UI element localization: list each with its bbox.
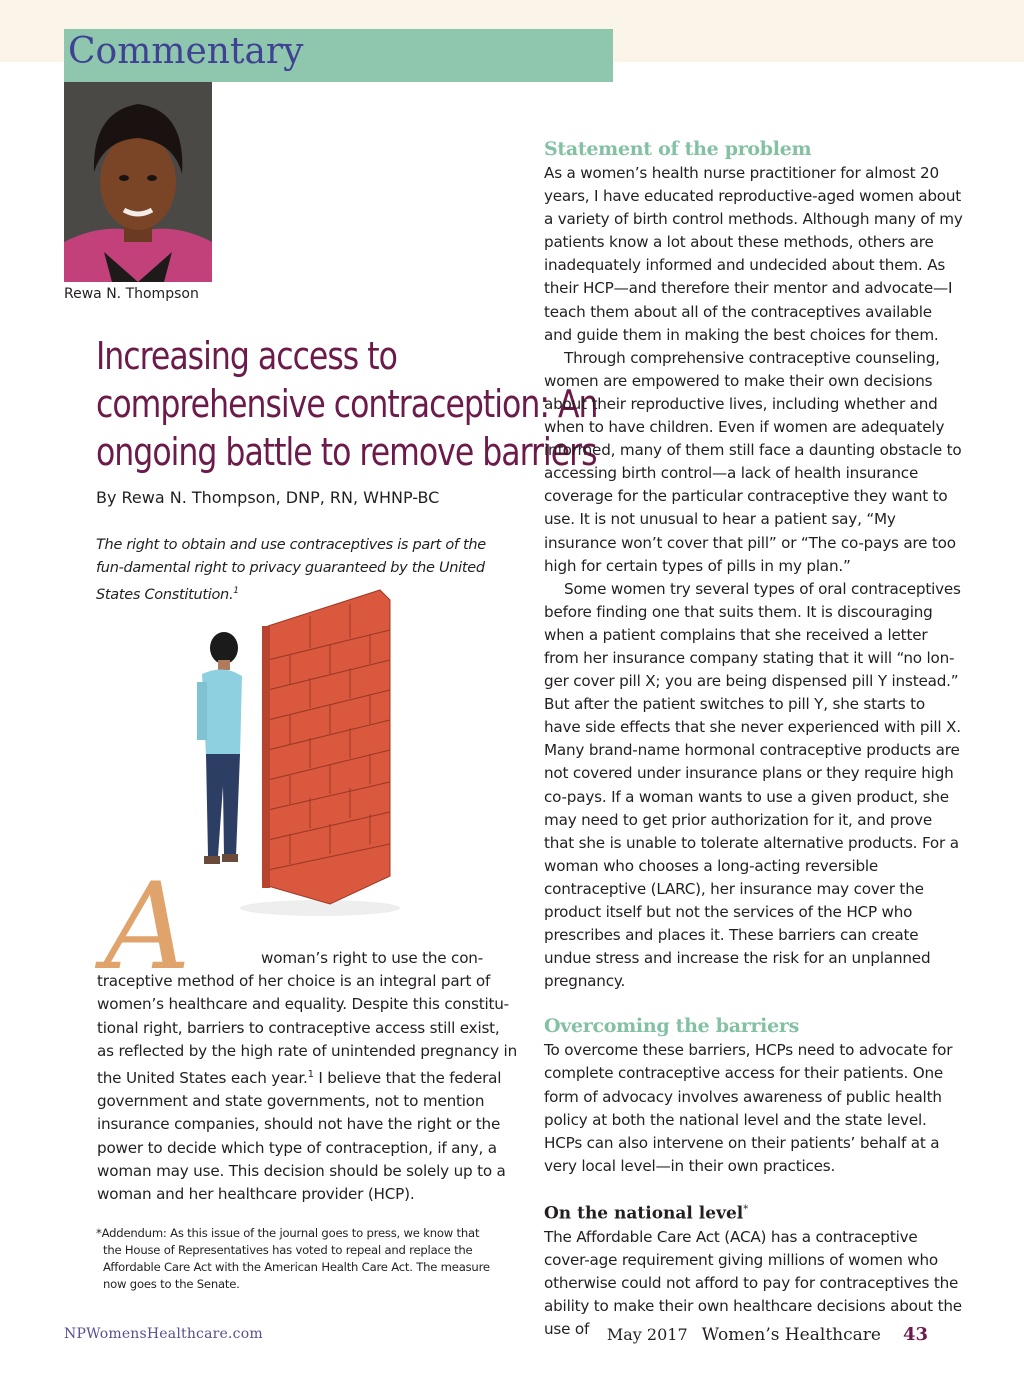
subhead-national-text: On the national level (544, 1203, 744, 1224)
body-paragraph: Some women try several types of oral contraceptives before finding one that suits them. It is discouraging when a patient complains that she received a letter from her insurance company stating that it will “no lon-ger cover pill X; you are being dispensed pill Y instead.” But after the patient switches to pill Y, she starts to have side effects that she never experienced with pill X. Many brand-name hormonal contraceptive products are not covered under insurance plans or they require high co-pays. If a woman wants to use a given product, she may need to get prior authorization for it, and prove that she is unable to tolerate alternative products. For a woman who chooses a long-acting reversible contraceptive (LARC), her insurance may cover the product itself but not the services of the HCP who prescribes and places it. These barriers can create undue stress and increase the risk for an unplanned pregnancy. (544, 579, 961, 991)
title-line: Increasing access to (96, 334, 397, 378)
footer-magazine: Women’s Healthcare (701, 1325, 881, 1345)
photo-caption: Rewa N. Thompson (64, 286, 199, 302)
footnote-ref: 1 (307, 1069, 314, 1081)
right-column (544, 136, 964, 1341)
body-paragraph: The Affordable Care Act (ACA) has a contraceptive cover-age requirement giving millions of women who otherwise could not afford to pay for contraceptives the ability to make their own healthcare decisions about the use of (544, 1227, 962, 1338)
subhead-statement: Statement of the problem (544, 138, 812, 160)
addendum-note (96, 1225, 516, 1293)
subhead-national (544, 1198, 964, 1226)
lede-text-end: I believe that the federal government and state governments, not to mention insurance companies, should not have the right or the power to decide which type of contraception, if any, a woman may use. This decision should be solely up to a woman and her healthcare provider (HCP). (97, 1069, 506, 1204)
title-line: ongoing battle to remove barriers (96, 430, 597, 474)
footnote-ref: 1 (233, 586, 239, 596)
drop-cap: A (104, 858, 191, 997)
footer-site: NPWomensHealthcare.com (64, 1326, 263, 1342)
body-paragraph: Through comprehensive contraceptive counseling, women are empowered to make their own decisions about their reproductive lives, including whether and when to have children. Even if women are adequately informed, many of them still face a daunting obstacle to accessing birth control—a lack of health insurance coverage for the particular contraceptive they want to use. It is not unusual to hear a patient say, “My insurance won’t cover that pill” or “The co-pays are too high for certain types of pills in my plan.” (544, 348, 962, 575)
subhead-overcoming: Overcoming the barriers (544, 1015, 799, 1038)
lede-paragraph (97, 947, 517, 1206)
author-photo (64, 82, 212, 282)
footer-date: May 2017 (606, 1325, 688, 1344)
body-paragraph: To overcome these barriers, HCPs need to advocate for complete contraceptive access for their patients. One form of advocacy involves awareness of public health policy at both the national level and the state level. HCPs can also intervene on their patients’ behalf at a very local level—in their own practices. (544, 1041, 953, 1175)
deck-text: The right to obtain and use contraceptives is part of the fun-damental right to privacy guaranteed by the United States Constitution. (96, 537, 486, 603)
title-line: comprehensive contraception: An (96, 382, 598, 426)
addendum-first-line: *Addendum: As this issue of the journal goes to press, we know that (96, 1226, 480, 1240)
article-title (96, 332, 598, 476)
lede-first-line: woman’s right to use the con- (261, 949, 484, 967)
page-number: 43 (902, 1324, 928, 1345)
footer-folio (607, 1324, 928, 1345)
section-label: Commentary (64, 29, 613, 82)
addendum-text: the House of Representatives has voted to repeal and replace the Affordable Care Act with the American Health Care Act. The measure now goes to the Senate. (103, 1243, 490, 1291)
footnote-mark: * (743, 1203, 749, 1215)
lede-text: traceptive method of her choice is an integral part of women’s healthcare and equality. Despite this constitu-tional right, barriers to contraceptive access still exist, as reflected by the high rate of unintended pregnancy in the United States each year. (97, 972, 517, 1088)
body-paragraph: As a women’s health nurse practitioner for almost 20 years, I have educated reproductive-aged women about a variety of birth control methods. Although many of my patients know a lot about these methods, others are inadequately informed and undecided about them. As their HCP—and therefore their mentor and advocate—I teach them about all of the contraceptives available and guide them in making the best choices for them. (544, 164, 963, 344)
brick-wall-illustration (180, 586, 405, 916)
byline: By Rewa N. Thompson, DNP, RN, WHNP-BC (96, 488, 440, 507)
